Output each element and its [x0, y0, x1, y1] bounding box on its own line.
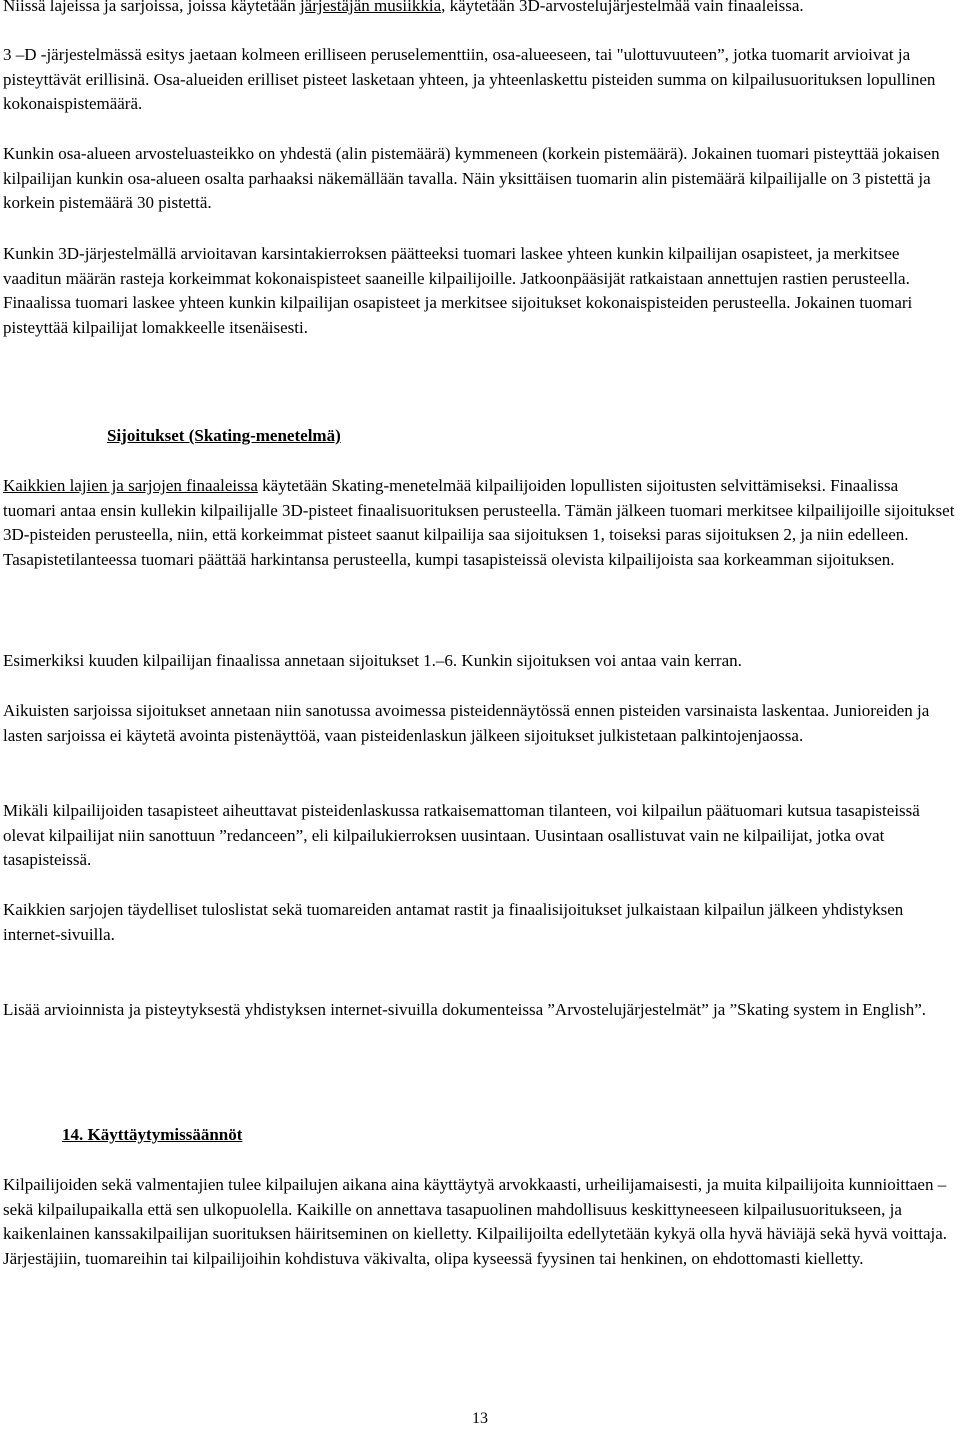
- paragraph-example: Esimerkiksi kuuden kilpailijan finaalissa annetaan sijoitukset 1.–6. Kunkin sijoituksen voi antaa vain kerran.: [3, 651, 742, 670]
- underlined-term: järjestäjän musiikkia: [299, 0, 442, 15]
- paragraph-redance: Mikäli kilpailijoiden tasapisteet aiheuttavat pisteidenlaskussa ratkaisemattoman tilanteen, voi kilpailun päätuomari kutsua tasapisteissä olevat kilpailijat niin sanottuun ”redanceen”, eli kilpailukierroksen uusintaan. Uusintaan osallistuvat vain ne kilpailijat, jotka ovat tasapisteissä.: [3, 801, 920, 870]
- underlined-term: Kaikkien lajien ja sarjojen finaaleissa: [3, 476, 258, 495]
- paragraph-preliminary-rounds: Kunkin 3D-järjestelmällä arvioitavan karsintakierroksen päätteeksi tuomari laskee yhteen kunkin kilpailijan osapisteet, ja merkitsee vaaditun määrän rasteja korkeimmat kokonaispisteet saaneille kilpailijoille. Jatkoonpääsijät ratkaistaan annettujen rastien perusteella. Finaalissa tuomari laskee yhteen kunkin kilpailijan osapisteet ja merkitsee sijoitukset kokonaispisteiden perusteella. Jokainen tuomari pisteyttää kilpailijat lomakkeelle itsenäisesti.: [3, 244, 913, 337]
- paragraph-scale: Kunkin osa-alueen arvosteluasteikko on yhdestä (alin pistemäärä) kymmeneen (korkein pistemäärä). Jokainen tuomari pisteyttää jokaisen kilpailijan kunkin osa-alueen osalta parhaaksi näkemällään tavalla. Näin yksittäisen tuomarin alin pistemäärä kilpailijalle on 3 pistettä ja korkein pistemäärä 30 pistettä.: [3, 144, 940, 213]
- paragraph-3d-system: 3 –D -järjestelmässä esitys jaetaan kolmeen erilliseen peruselementtiin, osa-alueeseen, tai "ulottuvuuteen”, jotka tuomarit arvioivat ja pisteyttävät erillisinä. Osa-alueiden erilliset pisteet lasketaan yhteen, ja yhteenlaskettu pisteiden summa on kilpailusuorituksen lopullinen kokonaispistemäärä.: [3, 45, 936, 114]
- paragraph-more-info: Lisää arvioinnista ja pisteytyksestä yhdistyksen internet-sivuilla dokumenteissa ”Arvostelujärjestelmät” ja ”Skating system in English”.: [3, 1000, 926, 1019]
- section-heading-conduct: 14. Käyttäytymissäännöt: [62, 1125, 243, 1144]
- paragraph-skating-method: Kaikkien lajien ja sarjojen finaaleissa käytetään Skating-menetelmää kilpailijoiden lopullisten sijoitusten selvittämiseksi. Finaalissa tuomari antaa ensin kullekin kilpailijalle 3D-pisteet finaalisuorituksen perusteella. Tämän jälkeen tuomari merkitsee kilpailijoille sijoitukset 3D-pisteiden perusteella, niin, että korkeimmat pisteet saanut kilpailija saa sijoituksen 1, toiseksi paras sijoituksen 2, ja niin edelleen. Tasapistetilanteessa tuomari päättää harkintansa perusteella, kumpi tasapisteissä olevista kilpailijoista saa korkeamman sijoituksen.: [3, 476, 955, 569]
- page-number: 13: [472, 1410, 488, 1427]
- paragraph-conduct: Kilpailijoiden sekä valmentajien tulee kilpailujen aikana aina käyttäytyä arvokkaasti, urheilijamaisesti, ja muita kilpailijoita kunnioittaen – sekä kilpailupaikalla että sen ulkopuolella. Kaikille on annettava tasapuolinen mahdollisuus keskittyneeseen kilpailusuoritukseen, ja kaikenlainen kanssakilpailijan suorituksen häiritseminen on kielletty. Kilpailijoilta edellytetään kykyä olla hyvä häviäjä sekä hyvä voittaja. Järjestäjiin, tuomareihin tai kilpailijoihin kohdistuva väkivalta, olipa kyseessä fyysinen tai henkinen, on ehdottomasti kielletty.: [3, 1175, 948, 1268]
- paragraph-intro: Niissä lajeissa ja sarjoissa, joissa käytetään järjestäjän musiikkia, käytetään 3D-arvostelujärjestelmää vain finaaleissa.: [3, 0, 955, 19]
- section-heading-placements: Sijoitukset (Skating-menetelmä): [107, 426, 341, 445]
- paragraph-results: Kaikkien sarjojen täydelliset tuloslistat sekä tuomareiden antamat rastit ja finaalisijoitukset julkaistaan kilpailun jälkeen yhdistyksen internet-sivuilla.: [3, 900, 904, 944]
- paragraph-age-categories: Aikuisten sarjoissa sijoitukset annetaan niin sanotussa avoimessa pisteidennäytössä ennen pisteiden varsinaista laskentaa. Junioreiden ja lasten sarjoissa ei käytetä avointa pistenäyttöä, vaan pisteidenlaskun jälkeen sijoitukset julkistetaan palkintojenjaossa.: [3, 701, 930, 745]
